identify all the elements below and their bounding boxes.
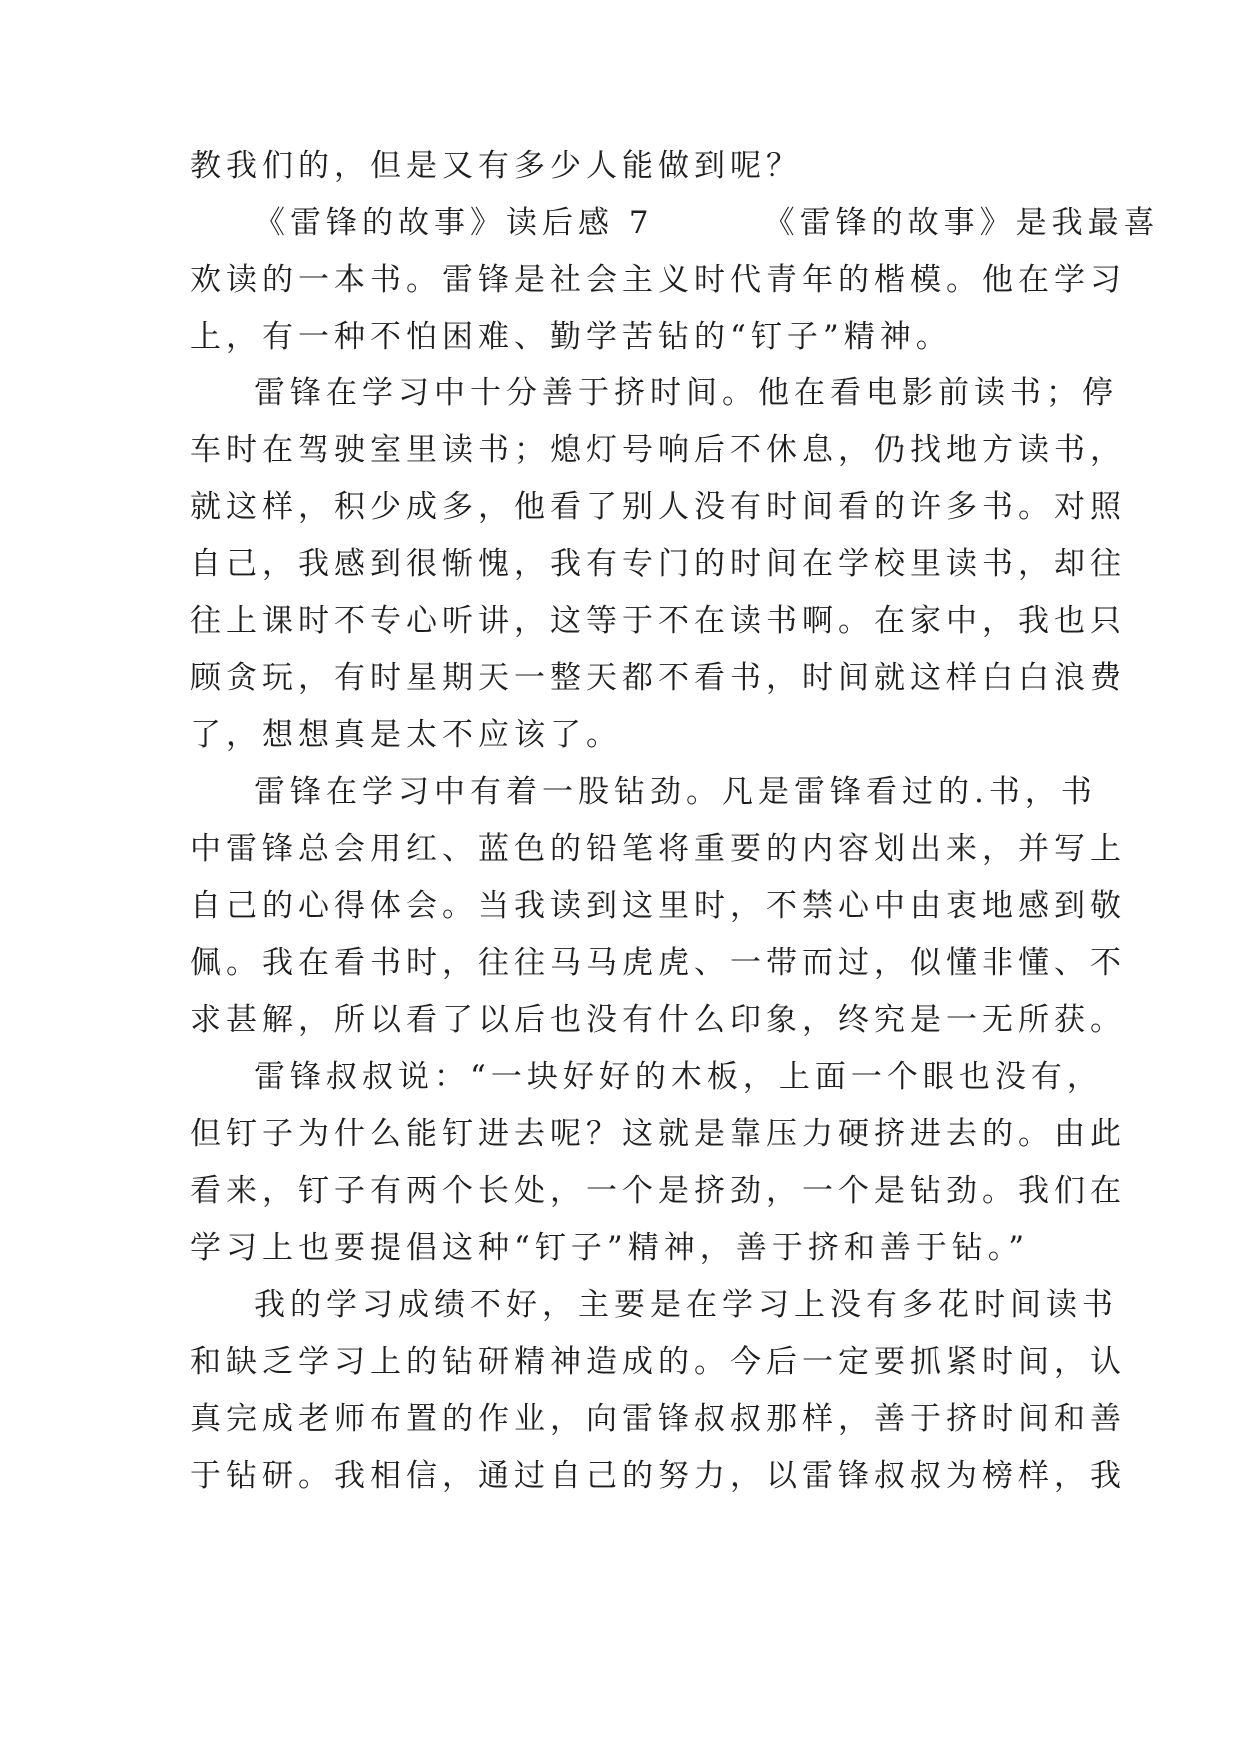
essay-title: 《雷锋的故事》读后感 7: [254, 205, 654, 241]
paragraph-start: 雷锋在学习中十分善于挤时间。他在看电影前读书；停: [254, 375, 1118, 411]
text-line: 欢读的一本书。雷锋是社会主义时代青年的楷模。他在学习: [190, 262, 1126, 298]
text-line: 和缺乏学习上的钻研精神造成的。今后一定要抓紧时间，认: [190, 1344, 1126, 1380]
text-line: 但钉子为什么能钉进去呢？这就是靠压力硬挤进去的。由此: [190, 1116, 1126, 1152]
paragraph-start: 雷锋叔叔说：“一块好好的木板，上面一个眼也没有，: [254, 1059, 1103, 1095]
text-line: 就这样，积少成多，他看了别人没有时间看的许多书。对照: [190, 489, 1126, 525]
text-line: 往上课时不专心听讲，这等于不在读书啊。在家中，我也只: [190, 603, 1126, 639]
text-line: 看来，钉子有两个长处，一个是挤劲，一个是钻劲。我们在: [190, 1173, 1126, 1209]
text-line: 顾贪玩，有时星期天一整天都不看书，时间就这样白白浪费: [190, 660, 1126, 696]
text-line: 自己，我感到很惭愧，我有专门的时间在学校里读书，却往: [190, 546, 1126, 582]
text-line: 中雷锋总会用红、蓝色的铅笔将重要的内容划出来，并写上: [190, 831, 1126, 867]
text-line: 佩。我在看书时，往往马马虎虎、一带而过，似懂非懂、不: [190, 945, 1126, 981]
paragraph-start: 我的学习成绩不好，主要是在学习上没有多花时间读书: [254, 1287, 1118, 1323]
text-line: [254, 203, 1160, 243]
paragraph-start: 雷锋在学习中有着一股钻劲。凡是雷锋看过的.书，书: [254, 774, 1097, 810]
text-line: 自己的心得体会。当我读到这里时，不禁心中由衷地感到敬: [190, 888, 1126, 924]
text-line: 教我们的，但是又有多少人能做到呢？: [190, 148, 802, 184]
text-line: 真完成老师布置的作业，向雷锋叔叔那样，善于挤时间和善: [190, 1401, 1126, 1437]
text-line: 上，有一种不怕困难、勤学苦钻的“钉子”精神。: [190, 319, 952, 355]
text-line: 于钻研。我相信，通过自己的努力，以雷锋叔叔为榜样，我: [190, 1458, 1126, 1494]
text-line: 求甚解，所以看了以后也没有什么印象，终究是一无所获。: [190, 1002, 1126, 1038]
text-line: 了，想想真是太不应该了。: [190, 717, 622, 753]
text-line: 车时在驾驶室里读书；熄灯号响后不休息，仍找地方读书，: [190, 432, 1126, 468]
text-line: 《雷锋的故事》是我最喜: [763, 205, 1160, 241]
text-line: 学习上也要提倡这种“钉子”精神，善于挤和善于钻。”: [190, 1230, 1030, 1266]
